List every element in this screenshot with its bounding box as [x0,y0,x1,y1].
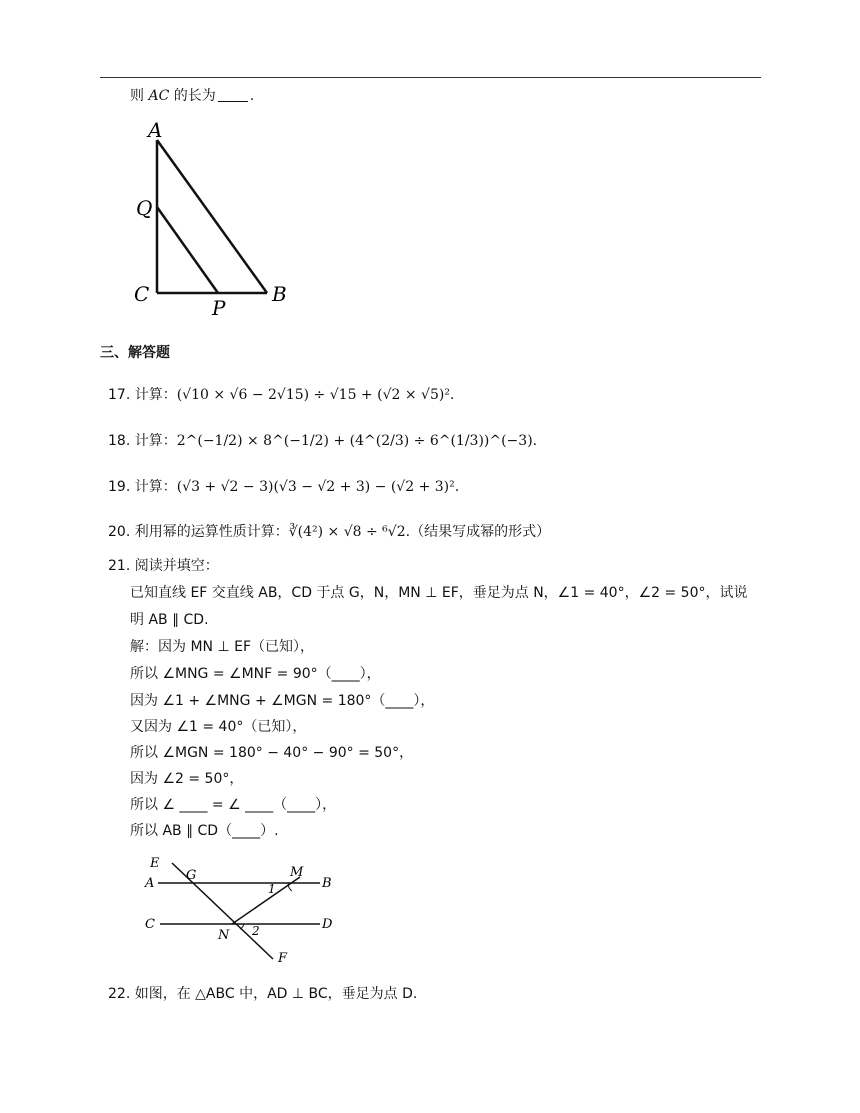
q17-label: 计算： [134,387,177,403]
label-n: N [218,928,230,943]
label-e: E [150,856,160,871]
label-a: A [145,876,155,891]
q16-prefix: 则 [130,88,144,104]
label-angle-1: 1 [268,882,276,896]
q19-expr: (√3 + √2 − 3)(√3 − √2 + 3) − (√2 + 3)². [176,479,460,495]
label-angle-2: 2 [252,924,260,938]
q18-label: 计算： [134,433,177,449]
q22-text: 如图，在 △ABC 中，AD ⊥ BC，垂足为点 D. [134,986,418,1002]
question-19 [108,477,459,497]
q21-line-5: 因为 ∠1 + ∠MNG + ∠MGN = 180°（____）， [130,693,435,709]
label-a: A [148,118,163,142]
q19-label: 计算： [134,479,177,495]
figure-parallel-lines [140,855,370,965]
figure-triangle-acb [120,115,310,320]
label-p: P [212,296,226,320]
label-m: M [290,865,304,880]
q21-line-3: 解：因为 MN ⊥ EF（已知）， [130,639,314,655]
q22-num: 22. [108,986,131,1002]
q19-num: 19. [108,479,131,495]
label-b: B [322,876,332,891]
q21-line-10: 所以 AB ∥ CD（____）. [130,823,279,839]
q20-note: （结果写成幂的形式） [410,524,551,540]
q17-expr: (√10 × √6 − 2√15) ÷ √15 + (√2 × √5)². [176,387,455,403]
q21-line-7: 所以 ∠MGN = 180° − 40° − 90° = 50°， [130,745,414,761]
label-c: C [145,917,155,932]
section-heading: 三、解答题 [100,345,170,361]
label-c: C [134,282,150,306]
question-18 [108,431,537,451]
q16-tail [130,86,254,106]
q21-line-9: 所以 ∠ ____ = ∠ ____（____）， [130,797,337,813]
label-b: B [272,282,287,306]
q16-end: . [249,88,255,104]
q21-line-6: 又因为 ∠1 = 40°（已知）， [130,719,307,735]
answer-blank[interactable] [218,87,248,102]
q16-suffix: 的长为 [173,88,216,104]
question-20 [108,522,550,542]
q18-num: 18. [108,433,131,449]
header-rule [100,77,761,78]
line-mn [232,877,300,924]
label-g: G [186,868,197,883]
q16-var: AC [148,88,170,104]
q20-expr: ∛(4²) × √8 ÷ ⁶√2. [288,524,411,540]
question-21-title [108,556,219,576]
segment-qp [157,207,218,293]
q21-line-8: 因为 ∠2 = 50°， [130,771,244,787]
segment-ab [157,140,267,293]
label-f: F [278,951,288,965]
label-q: Q [136,196,153,220]
q21-line-1: 已知直线 EF 交直线 AB，CD 于点 G，N，MN ⊥ EF，垂足为点 N，∠1 = 40°，∠2 = 50°，试说 [130,585,748,601]
q21-num: 21. [108,558,131,574]
q20-label: 利用幂的运算性质计算： [134,524,289,540]
q21-line-2: 明 AB ∥ CD. [130,612,209,628]
question-22 [108,984,417,1004]
q21-line-4: 所以 ∠MNG = ∠MNF = 90°（____）， [130,666,381,682]
question-17 [108,385,454,405]
q17-num: 17. [108,387,131,403]
q20-num: 20. [108,524,131,540]
q18-expr: 2^(−1/2) × 8^(−1/2) + (4^(2/3) ÷ 6^(1/3))^(−3). [176,433,538,449]
q21-title: 阅读并填空： [134,558,219,574]
label-d: D [322,917,333,932]
